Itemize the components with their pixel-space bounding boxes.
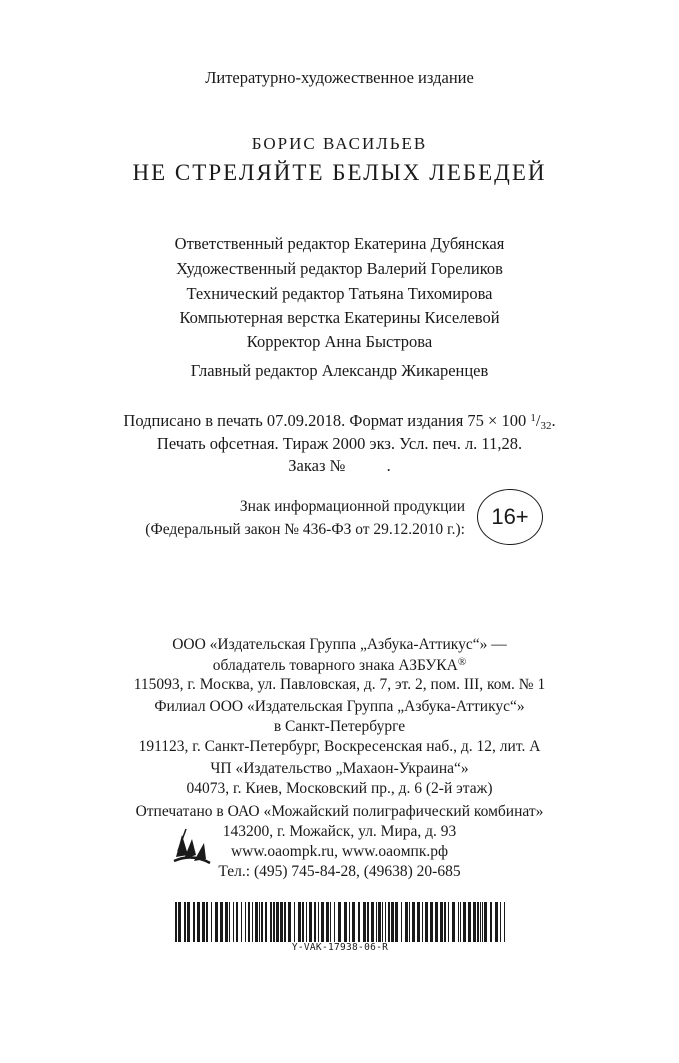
imprint-order: Заказ № . (288, 456, 391, 475)
branch-name: Филиал ООО «Издательская Группа „Азбука-Аттикус“» (154, 698, 525, 715)
barcode-number: Y-VAK-17938-06-R (291, 942, 389, 953)
imprint-format-end: . (551, 411, 556, 430)
book-title: НЕ СТРЕЛЯЙТЕ БЕЛЫХ ЛЕБЕДЕЙ (132, 160, 547, 185)
credit-responsible-editor: Ответственный редактор Екатерина Дубянская (174, 234, 505, 253)
registered-mark: ® (457, 656, 467, 668)
credit-layout: Компьютерная верстка Екатерины Киселевой (179, 308, 500, 327)
info-sign-law: (Федеральный закон № 436-ФЗ от 29.12.2010 г.): (145, 521, 465, 538)
fraction-slash: / (535, 411, 541, 430)
info-sign-label: Знак информационной продукции (239, 498, 465, 515)
fraction-numerator: 1 (530, 412, 536, 424)
age-rating-badge (477, 489, 543, 545)
printer-website: www.oaompk.ru, www.oaoмпк.рф (230, 843, 449, 860)
credit-proofreader: Корректор Анна Быстрова (246, 332, 433, 351)
imprint-format (0, 411, 679, 432)
fraction-denominator: 32 (540, 420, 552, 432)
publisher-trademark (0, 656, 679, 675)
age-rating-text: 16+ (491, 504, 529, 529)
credit-art-editor: Художественный редактор Валерий Гореликов (176, 259, 503, 278)
printer-logo-icon (172, 825, 212, 865)
chief-editor: Главный редактор Александр Жикаренцев (190, 361, 489, 380)
publisher-name: ООО «Издательская Группа „Азбука-Аттикус“» — (172, 636, 507, 653)
printer-name: Отпечатано в ОАО «Можайский полиграфический комбинат» (135, 803, 544, 820)
ukraine-publisher: ЧП «Издательство „Махаон-Украина“» (210, 760, 469, 777)
branch-city: в Санкт-Петербурге (273, 718, 406, 735)
publisher-address: 115093, г. Москва, ул. Павловская, д. 7, эт. 2, пом. III, ком. № 1 (133, 676, 546, 693)
imprint-format-text: Подписано в печать 07.09.2018. Формат издания 75 × 100 (123, 411, 531, 430)
publisher-trademark-text: обладатель товарного знака АЗБУКА (212, 657, 458, 674)
genre-label: Литературно-художественное издание (205, 68, 474, 87)
printer-phone: Тел.: (495) 745-84-28, (49638) 20-685 (218, 863, 461, 880)
barcode (175, 902, 505, 942)
imprint-print: Печать офсетная. Тираж 2000 экз. Усл. печ. л. 11,28. (156, 434, 523, 453)
printer-address: 143200, г. Можайск, ул. Мира, д. 93 (222, 823, 457, 840)
credit-technical-editor: Технический редактор Татьяна Тихомирова (186, 284, 493, 303)
branch-address: 191123, г. Санкт-Петербург, Воскресенская наб., д. 12, лит. А (138, 738, 541, 755)
ukraine-address: 04073, г. Киев, Московский пр., д. 6 (2-й этаж) (186, 780, 493, 797)
author-name: БОРИС ВАСИЛЬЕВ (251, 134, 428, 153)
